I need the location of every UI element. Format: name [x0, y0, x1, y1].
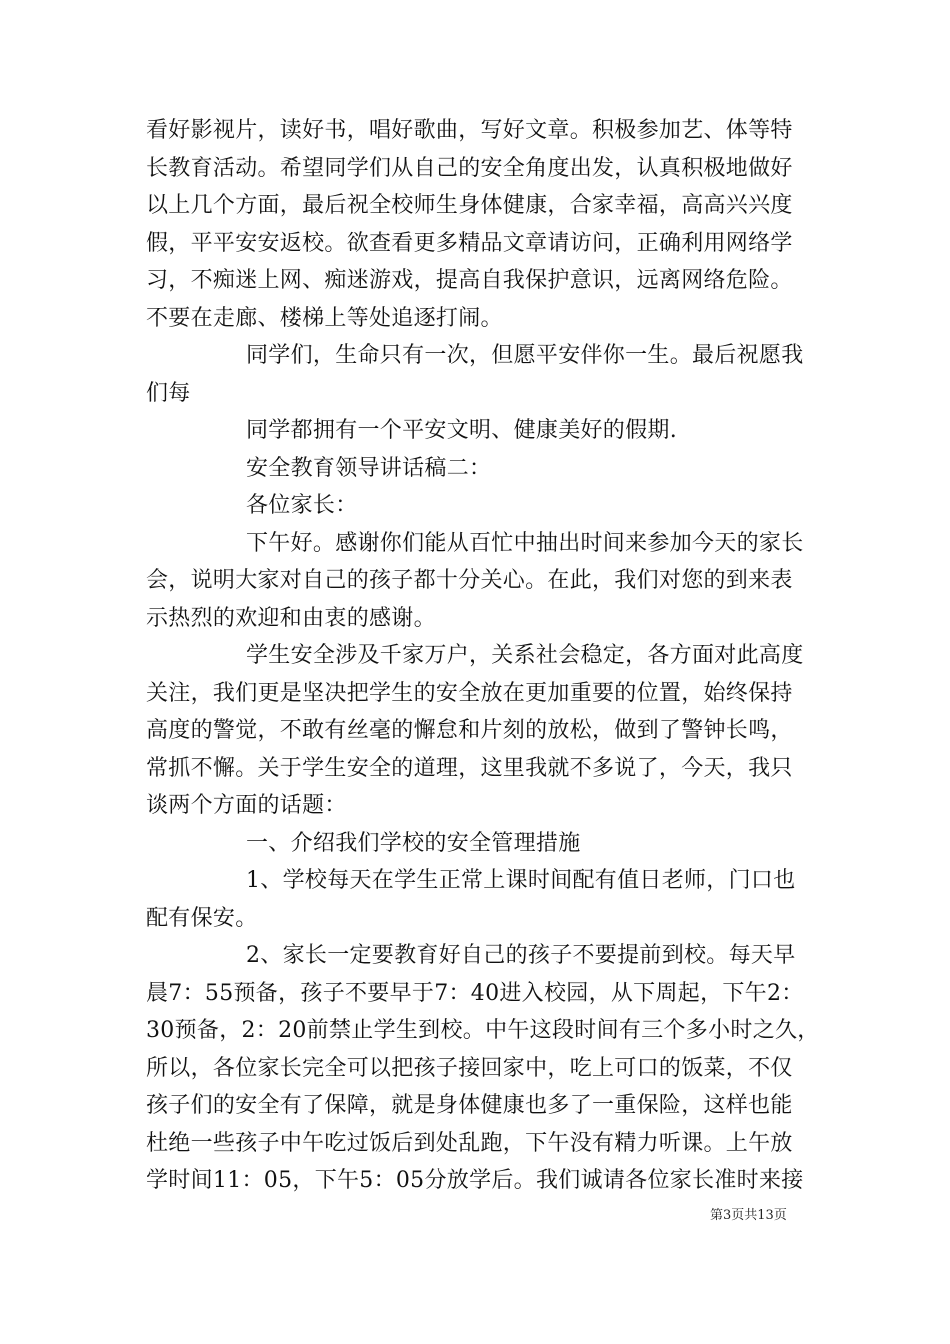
text-line: 杜绝一些孩子中午吃过饭后到处乱跑，下午没有精力听课。上午放	[146, 1131, 793, 1156]
text-line: 会，说明大家对自己的孩子都十分关心。在此，我们对您的到来表	[146, 568, 793, 593]
text-line: 孩子们的安全有了保障，就是身体健康也多了一重保险，这样也能	[146, 1093, 793, 1118]
text-line: 谈两个方面的话题：	[146, 793, 347, 818]
text-line: 所以，各位家长完全可以把孩子接回家中，吃上可口的饭菜，不仅	[146, 1056, 793, 1081]
text-line: 不要在走廊、楼梯上等处追逐打闹。	[146, 306, 503, 331]
text-line: 1、学校每天在学生正常上课时间配有值日老师，门口也	[246, 868, 796, 893]
salutation: 各位家长：	[246, 493, 358, 518]
text-line: 高度的警觉，不敢有丝毫的懈怠和片刻的放松，做到了警钟长鸣，	[146, 718, 793, 743]
text-line: 2、家长一定要教育好自己的孩子不要提前到校。每天早	[246, 943, 796, 968]
text-line: 看好影视片，读好书，唱好歌曲，写好文章。积极参加艺、体等特	[146, 118, 793, 143]
page-number: 第3页共13页	[710, 1208, 787, 1223]
text-line: 关注，我们更是坚决把学生的安全放在更加重要的位置，始终保持	[146, 681, 793, 706]
text-line: 同学们，生命只有一次，但愿平安伴你一生。最后祝愿我	[246, 343, 804, 368]
text-line: 30预备，2：20前禁止学生到校。中午这段时间有三个多小时之久，	[146, 1018, 820, 1043]
text-line: 示热烈的欢迎和由衷的感谢。	[146, 606, 436, 631]
text-line: 习，不痴迷上网、痴迷游戏，提高自我保护意识，远离网络危险。	[146, 268, 793, 293]
text-line: 以上几个方面，最后祝全校师生身体健康，合家幸福，高高兴兴度	[146, 193, 793, 218]
text-line: 配有保安。	[146, 906, 258, 931]
section-heading: 安全教育领导讲话稿二：	[246, 456, 492, 481]
text-line: 长教育活动。希望同学们从自己的安全角度出发，认真积极地做好	[146, 156, 793, 181]
text-line: 常抓不懈。关于学生安全的道理，这里我就不多说了，今天，我只	[146, 756, 793, 781]
subsection-heading: 一、介绍我们学校的安全管理措施	[246, 831, 581, 856]
text-line: 们每	[146, 381, 191, 406]
text-line: 学生安全涉及千家万户，关系社会稳定，各方面对此高度	[246, 643, 804, 668]
text-line: 晨7：55预备，孩子不要早于7：40进入校园，从下周起，下午2：	[146, 981, 804, 1006]
text-line: 下午好。感谢你们能从百忙中抽出时间来参加今天的家长	[246, 531, 804, 556]
text-line: 学时间11：05，下午5：05分放学后。我们诚请各位家长准时来接	[146, 1168, 804, 1193]
text-line: 假，平平安安返校。欲查看更多精品文章请访问，正确利用网络学	[146, 231, 793, 256]
text-line: 同学都拥有一个平安文明、健康美好的假期.	[246, 418, 677, 443]
